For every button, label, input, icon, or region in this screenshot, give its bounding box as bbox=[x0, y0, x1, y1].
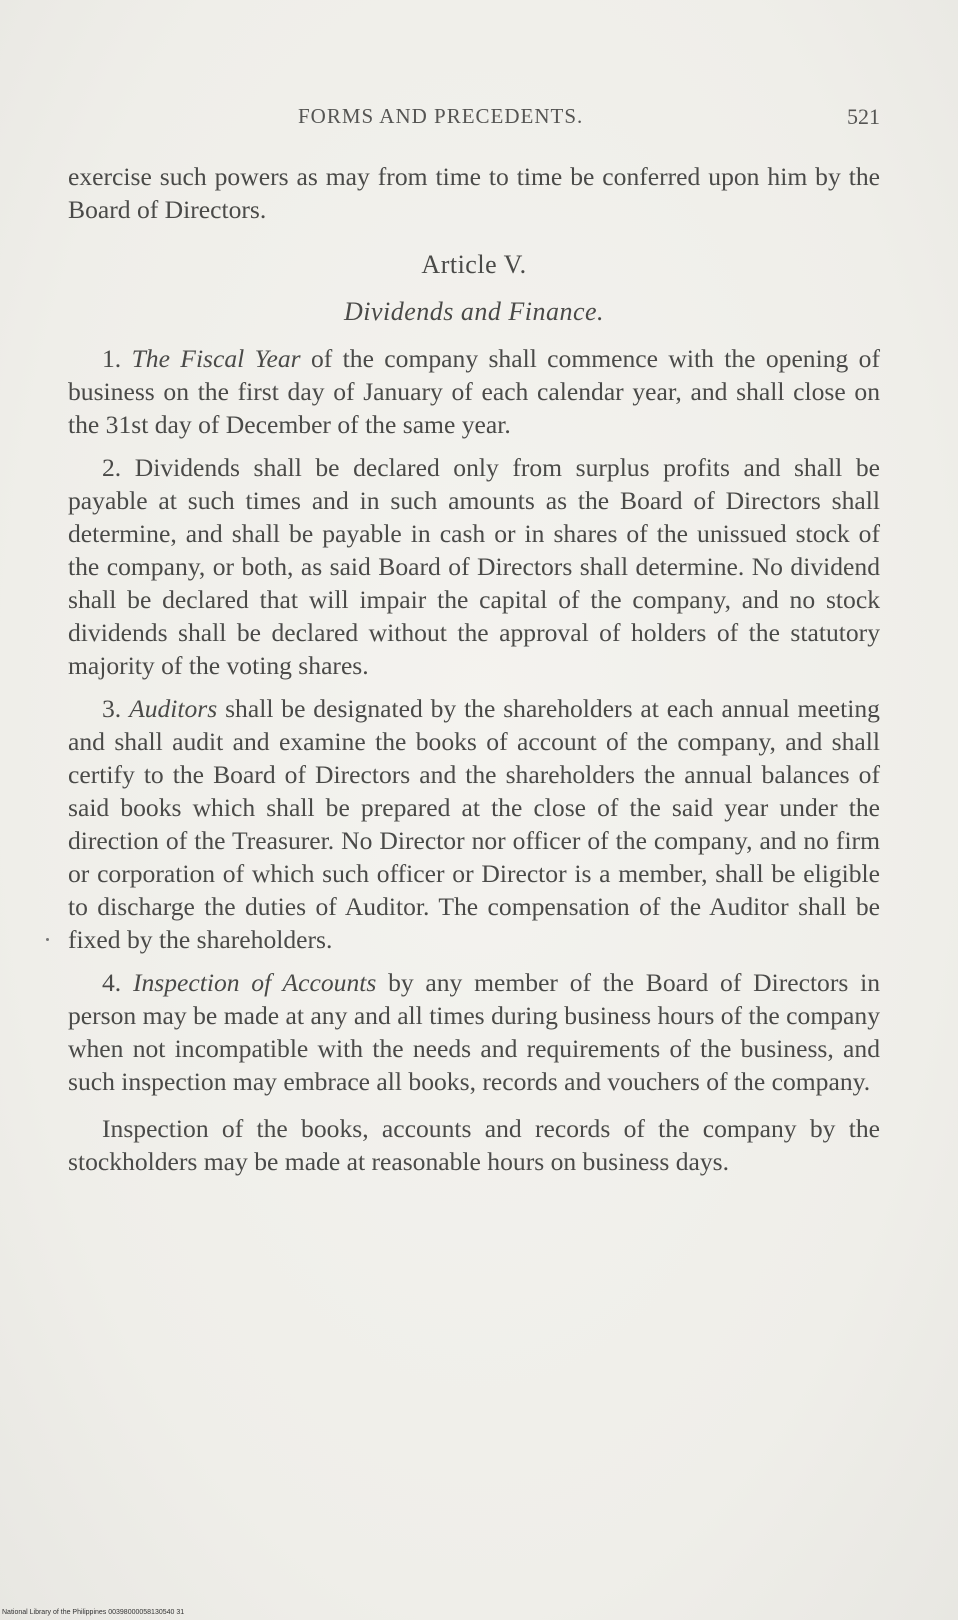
section-title: Dividends and Finance. bbox=[343, 297, 605, 326]
paragraph-term: The Fiscal Year bbox=[131, 344, 301, 373]
paragraph-inspection bbox=[68, 966, 880, 1098]
paragraph-term: Inspection of Accounts bbox=[132, 968, 377, 997]
page-number: 521 bbox=[847, 104, 880, 129]
paragraph-dividends: 2. Dividends shall be declared only from surplus profits and shall be payable at such times and in such amounts as the Board of Directors shall determine, and shall be payable in cash or in shares of the unissued stock of the company, or both, as said Board of Directors shall determine. No dividend shall be declared that will impair the capital of the company, and no stock dividends shall be declared without the approval of holders of the statutory majority of the voting shares. bbox=[68, 453, 880, 680]
paragraph-text: shall be designated by the shareholders at each annual meeting and shall audit and examine the books of account of the company, and shall certify to the Board of Directors and the shareholders the annual balances of said books which shall be prepared at the close of the said year under the direction of the Treasurer. No Director nor officer of the company, and no firm or corporation of which such officer or Director is a member, shall be eligible to discharge the duties of Auditor. The compensation of the Auditor shall be fixed by the shareholders. bbox=[68, 694, 880, 954]
paragraph-number: 1. bbox=[102, 344, 122, 373]
paragraph-text: by any member of the Board of Directors in person may be made at any and all times during business hours of the company when not incompatible with the needs and requirements of the business, and such inspection may embrace all books, records and vouchers of the company. bbox=[68, 968, 880, 1096]
paragraph-term: Auditors bbox=[129, 694, 218, 723]
paragraph-fiscal-year bbox=[68, 342, 880, 441]
paragraph-number: 3. bbox=[102, 694, 122, 723]
page-header bbox=[68, 104, 880, 138]
running-head: FORMS AND PRECEDENTS. bbox=[298, 104, 584, 128]
page-body bbox=[68, 160, 880, 1178]
library-stamp: National Library of the Philippines 00398000058130540 31 bbox=[2, 1609, 185, 1616]
paragraph-text: of the company shall commence with the opening of business on the first day of January of each calendar year, and shall close on the 31st day of December of the same year. bbox=[68, 344, 880, 439]
paragraph-number: 4. bbox=[102, 968, 122, 997]
paragraph-stockholder-inspection: Inspection of the books, accounts and records of the company by the stockholders may be made at reasonable hours on business days. bbox=[68, 1114, 880, 1176]
continuation-paragraph: exercise such powers as may from time to time be conferred upon him by the Board of Directors. bbox=[68, 162, 880, 224]
scan-speck bbox=[46, 938, 49, 941]
paragraph-auditors bbox=[68, 692, 880, 956]
article-title: Article V. bbox=[421, 250, 527, 279]
